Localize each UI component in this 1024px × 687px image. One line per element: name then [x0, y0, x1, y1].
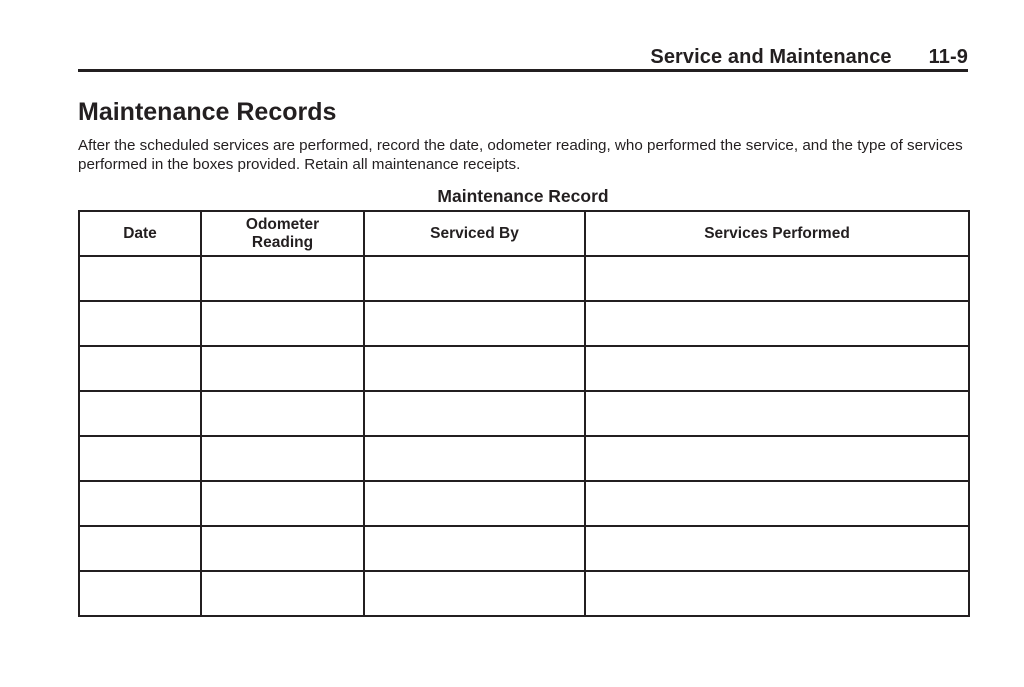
header-rule: [78, 69, 968, 72]
table-caption: Maintenance Record: [437, 186, 609, 206]
record-cell-date: [79, 391, 201, 436]
table-row: [79, 571, 969, 616]
record-cell-services-performed: [585, 571, 969, 616]
record-cell-date: [79, 526, 201, 571]
table-header-row: [79, 211, 969, 256]
record-cell-odometer-reading: [201, 301, 364, 346]
record-cell-serviced-by: [364, 571, 585, 616]
table-row: [79, 301, 969, 346]
record-cell-date: [79, 256, 201, 301]
table-body: [79, 256, 969, 616]
record-cell-date: [79, 481, 201, 526]
table-row: [79, 391, 969, 436]
record-cell-serviced-by: [364, 301, 585, 346]
table-row: [79, 526, 969, 571]
page-title: Maintenance Records: [78, 98, 337, 126]
running-header: [78, 44, 968, 70]
record-cell-date: [79, 301, 201, 346]
column-header-serviced-by: Serviced By: [364, 211, 585, 256]
record-cell-odometer-reading: [201, 346, 364, 391]
record-cell-serviced-by: [364, 526, 585, 571]
column-header-services-performed: Services Performed: [585, 211, 969, 256]
record-cell-services-performed: [585, 256, 969, 301]
column-header-odometer-reading: Odometer Reading: [201, 211, 364, 256]
record-cell-serviced-by: [364, 391, 585, 436]
record-cell-serviced-by: [364, 256, 585, 301]
section-name: Service and Maintenance: [650, 45, 892, 68]
record-cell-services-performed: [585, 436, 969, 481]
column-header-date: Date: [79, 211, 201, 256]
table-row: [79, 346, 969, 391]
record-cell-date: [79, 346, 201, 391]
record-cell-services-performed: [585, 526, 969, 571]
record-cell-serviced-by: [364, 481, 585, 526]
record-cell-date: [79, 436, 201, 481]
table-row: [79, 256, 969, 301]
record-cell-services-performed: [585, 301, 969, 346]
record-cell-odometer-reading: [201, 256, 364, 301]
record-cell-odometer-reading: [201, 526, 364, 571]
intro-paragraph: After the scheduled services are performed, record the date, odometer reading, who performed the service, and the type of services performed in the boxes provided. Retain all maintenance receipts.: [78, 137, 963, 173]
record-cell-odometer-reading: [201, 391, 364, 436]
record-cell-date: [79, 571, 201, 616]
maintenance-record-table: [78, 210, 970, 617]
record-cell-odometer-reading: [201, 436, 364, 481]
record-cell-services-performed: [585, 481, 969, 526]
page-number: 11-9: [928, 45, 968, 68]
table-row: [79, 481, 969, 526]
record-cell-services-performed: [585, 391, 969, 436]
record-cell-odometer-reading: [201, 481, 364, 526]
record-cell-serviced-by: [364, 436, 585, 481]
table-row: [79, 436, 969, 481]
record-cell-services-performed: [585, 346, 969, 391]
record-cell-serviced-by: [364, 346, 585, 391]
record-cell-odometer-reading: [201, 571, 364, 616]
